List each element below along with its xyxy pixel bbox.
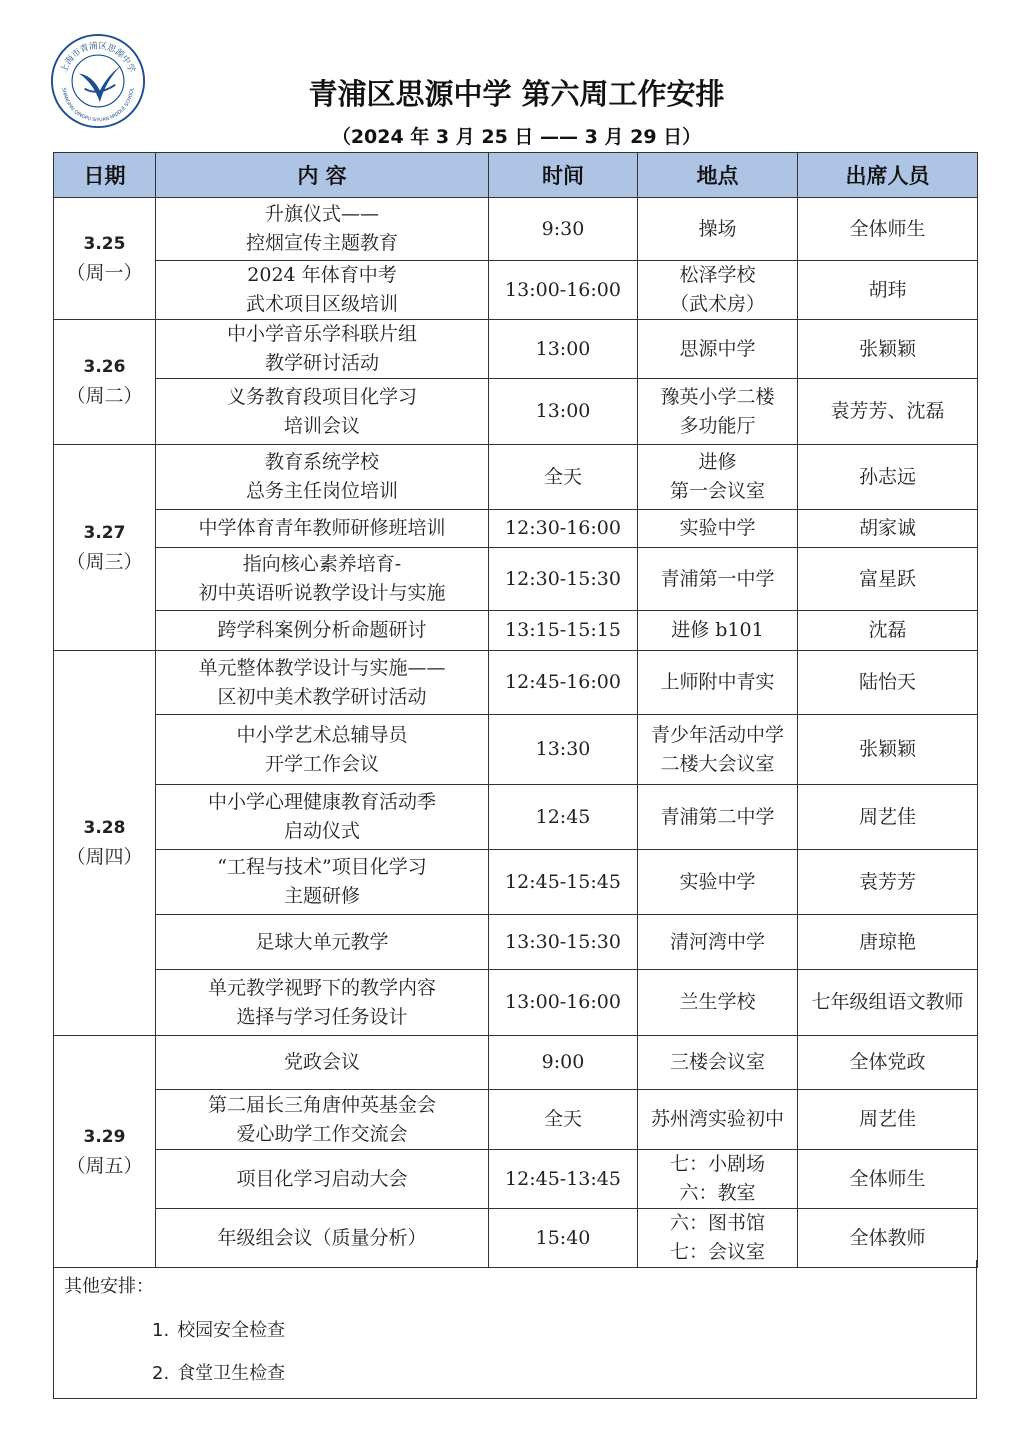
place-cell — [638, 850, 798, 915]
table-row — [54, 970, 978, 1036]
time-cell: 全天 — [489, 1090, 638, 1150]
place-line: 三楼会议室 — [669, 1051, 765, 1073]
content-line: 义务教育段项目化学习 — [226, 385, 417, 408]
col-header-time: 时间 — [489, 153, 638, 198]
attendees-cell: 全体教师 — [798, 1209, 978, 1268]
place-cell — [638, 261, 798, 320]
attendees-cell: 周艺佳 — [798, 785, 978, 850]
place-line: 上师附中青实 — [660, 671, 775, 693]
content-cell — [156, 1150, 489, 1209]
place-cell — [638, 510, 798, 548]
attendees-cell: 富星跃 — [798, 548, 978, 611]
date-cell — [54, 1036, 156, 1268]
col-header-content: 内 容 — [156, 153, 489, 198]
weekday-label: （周三） — [66, 550, 143, 573]
content-line: 控烟宣传主题教育 — [245, 232, 398, 254]
page-title: 青浦区思源中学 第六周工作安排 — [308, 77, 725, 111]
place-line: 兰生学校 — [679, 991, 756, 1013]
content-line: 武术项目区级培训 — [245, 293, 398, 315]
table-row — [54, 850, 978, 915]
note-text: 校园安全检查 — [177, 1320, 286, 1341]
place-line: 实验中学 — [679, 517, 756, 539]
attendees-cell: 周艺佳 — [798, 1090, 978, 1150]
content-line: 主题研修 — [283, 885, 360, 907]
content-line: 中小学音乐学科联片组 — [226, 323, 417, 345]
content-line: 单元整体教学设计与实施—— — [198, 656, 446, 679]
place-line: 青浦第一中学 — [660, 567, 775, 590]
date-cell — [54, 198, 156, 320]
attendees-cell: 全体师生 — [798, 198, 978, 261]
place-line: 进修 — [698, 451, 737, 473]
time-cell: 12:30-15:30 — [489, 548, 638, 611]
place-line: 实验中学 — [679, 870, 756, 893]
content-cell — [156, 1090, 489, 1150]
attendees-cell: 袁芳芳、沈磊 — [798, 379, 978, 445]
note-text: 食堂卫生检查 — [177, 1363, 286, 1384]
note-number: 1. — [152, 1320, 170, 1341]
time-cell: 15:40 — [489, 1209, 638, 1268]
other-arrangements — [53, 1260, 977, 1399]
content-line: 选择与学习任务设计 — [236, 1005, 408, 1028]
table-header-row — [54, 153, 978, 198]
content-cell — [156, 320, 489, 379]
attendees-cell: 沈磊 — [798, 611, 978, 651]
table-row — [54, 548, 978, 611]
place-cell — [638, 320, 798, 379]
date-number: 3.27 — [83, 522, 126, 543]
time-cell: 9:00 — [489, 1036, 638, 1090]
note-number: 2. — [152, 1363, 170, 1384]
content-line: 年级组会议（质量分析） — [217, 1226, 427, 1249]
table-row — [54, 915, 978, 970]
place-line: 二楼大会议室 — [660, 752, 775, 775]
table-row — [54, 715, 978, 785]
date-number: 3.26 — [83, 357, 126, 377]
place-line: 操场 — [698, 217, 737, 240]
content-cell — [156, 261, 489, 320]
time-cell: 13:15-15:15 — [489, 611, 638, 651]
content-line: 总务主任岗位培训 — [245, 480, 398, 502]
date-number: 3.28 — [83, 818, 126, 838]
content-cell — [156, 198, 489, 261]
content-cell — [156, 785, 489, 850]
place-line: 青少年活动中学 — [650, 723, 784, 746]
time-cell: 13:00 — [489, 379, 638, 445]
time-cell: 9:30 — [489, 198, 638, 261]
time-cell: 13:00-16:00 — [489, 970, 638, 1036]
date-number: 3.29 — [83, 1126, 126, 1147]
list-item — [152, 1316, 285, 1342]
content-line: 单元教学视野下的教学内容 — [207, 976, 436, 999]
weekday-label: （周五） — [66, 1154, 143, 1177]
time-cell: 13:00-16:00 — [489, 261, 638, 320]
place-cell — [638, 1090, 798, 1150]
table-row — [54, 785, 978, 850]
content-line: 中学体育青年教师研修班培训 — [198, 517, 446, 539]
list-item — [152, 1359, 285, 1385]
time-cell: 全天 — [489, 445, 638, 510]
time-cell: 13:00 — [489, 320, 638, 379]
date-range: （2024 年 3 月 25 日 —— 3 月 29 日） — [331, 126, 702, 148]
content-line: 教育系统学校 — [264, 451, 379, 473]
content-line: 开学工作会议 — [264, 752, 379, 775]
time-cell: 13:30 — [489, 715, 638, 785]
place-line: （武术房） — [669, 293, 765, 315]
attendees-cell: 袁芳芳 — [798, 850, 978, 915]
attendees-cell: 张颖颖 — [798, 715, 978, 785]
content-line: 中小学艺术总辅导员 — [236, 723, 408, 746]
attendees-cell: 孙志远 — [798, 445, 978, 510]
content-line: 党政会议 — [283, 1051, 360, 1073]
col-header-date: 日期 — [54, 153, 156, 198]
place-cell — [638, 651, 798, 715]
content-cell — [156, 510, 489, 548]
place-line: 六：教室 — [679, 1182, 756, 1204]
content-cell — [156, 379, 489, 445]
date-cell — [54, 445, 156, 651]
weekday-label: （周一） — [66, 261, 143, 284]
content-line: 指向核心素养培育- — [242, 553, 402, 575]
place-cell — [638, 611, 798, 651]
place-line: 思源中学 — [679, 337, 756, 360]
place-cell — [638, 445, 798, 510]
table-row — [54, 611, 978, 651]
table-row — [54, 510, 978, 548]
content-cell — [156, 970, 489, 1036]
table-row — [54, 198, 978, 261]
content-line: 升旗仪式—— — [264, 203, 379, 225]
table-row — [54, 1036, 978, 1090]
content-cell — [156, 651, 489, 715]
time-cell: 12:45 — [489, 785, 638, 850]
col-header-place: 地点 — [638, 153, 798, 198]
content-line: 初中英语听说教学设计与实施 — [198, 582, 446, 604]
place-cell — [638, 1209, 798, 1268]
content-cell — [156, 445, 489, 510]
logo-text-top: 上海市青浦区思源中学 — [59, 41, 137, 75]
content-line: “工程与技术”项目化学习 — [217, 856, 427, 878]
table-row — [54, 651, 978, 715]
time-cell: 12:45-16:00 — [489, 651, 638, 715]
content-line: 跨学科案例分析命题研讨 — [217, 619, 427, 641]
content-line: 启动仪式 — [283, 820, 360, 842]
content-line: 爱心助学工作交流会 — [236, 1122, 408, 1145]
place-line: 进修 b101 — [671, 619, 764, 641]
content-cell — [156, 611, 489, 651]
place-line: 苏州湾实验初中 — [650, 1108, 784, 1130]
col-header-attendees: 出席人员 — [798, 153, 978, 198]
date-cell — [54, 651, 156, 1036]
table-row — [54, 261, 978, 320]
place-cell — [638, 379, 798, 445]
content-line: 中小学心理健康教育活动季 — [207, 791, 436, 813]
content-cell — [156, 850, 489, 915]
content-line: 足球大单元教学 — [255, 930, 389, 953]
time-cell: 13:30-15:30 — [489, 915, 638, 970]
content-cell — [156, 715, 489, 785]
table-row — [54, 1209, 978, 1268]
content-line: 教学研讨活动 — [264, 352, 379, 374]
content-cell — [156, 1209, 489, 1268]
attendees-cell: 张颖颖 — [798, 320, 978, 379]
place-cell — [638, 1150, 798, 1209]
schedule-table — [53, 152, 978, 1268]
place-line: 七：小剧场 — [669, 1153, 765, 1175]
place-line: 七：会议室 — [669, 1241, 765, 1263]
table-row — [54, 1150, 978, 1209]
logo-text-bottom: SHANGHAI QINGPU SIYUAN MIDDLE SCHOOL — [60, 87, 136, 124]
table-row — [54, 445, 978, 510]
place-cell — [638, 915, 798, 970]
content-cell — [156, 1036, 489, 1090]
time-cell: 12:30-16:00 — [489, 510, 638, 548]
table-row — [54, 1090, 978, 1150]
place-cell — [638, 715, 798, 785]
place-line: 多功能厅 — [679, 414, 756, 437]
content-line: 项目化学习启动大会 — [236, 1167, 408, 1190]
content-line: 区初中美术教学研讨活动 — [217, 685, 427, 708]
place-cell — [638, 548, 798, 611]
place-cell — [638, 970, 798, 1036]
table-row — [54, 320, 978, 379]
content-cell — [156, 915, 489, 970]
place-line: 青浦第二中学 — [660, 805, 775, 828]
content-line: 2024 年体育中考 — [247, 264, 397, 286]
attendees-cell: 胡玮 — [798, 261, 978, 320]
attendees-cell: 唐琼艳 — [798, 915, 978, 970]
content-line: 培训会议 — [283, 414, 360, 437]
place-line: 六：图书馆 — [669, 1212, 765, 1234]
date-cell — [54, 320, 156, 445]
weekday-label: （周四） — [66, 846, 143, 868]
attendees-cell: 全体师生 — [798, 1150, 978, 1209]
date-number: 3.25 — [83, 233, 126, 254]
attendees-cell: 全体党政 — [798, 1036, 978, 1090]
attendees-cell: 陆怡天 — [798, 651, 978, 715]
place-line: 第一会议室 — [669, 480, 765, 502]
place-cell — [638, 1036, 798, 1090]
place-line: 松泽学校 — [679, 264, 756, 286]
place-cell — [638, 198, 798, 261]
time-cell: 12:45-13:45 — [489, 1150, 638, 1209]
place-cell — [638, 785, 798, 850]
content-cell — [156, 548, 489, 611]
attendees-cell: 七年级组语文教师 — [798, 970, 978, 1036]
table-row — [54, 379, 978, 445]
time-cell: 12:45-15:45 — [489, 850, 638, 915]
place-line: 清河湾中学 — [669, 930, 765, 953]
place-line: 豫英小学二楼 — [660, 385, 775, 408]
attendees-cell: 胡家诚 — [798, 510, 978, 548]
weekday-label: （周二） — [66, 385, 143, 407]
content-line: 第二届长三角唐仲英基金会 — [207, 1093, 436, 1116]
notes-title: 其他安排： — [64, 1276, 154, 1297]
